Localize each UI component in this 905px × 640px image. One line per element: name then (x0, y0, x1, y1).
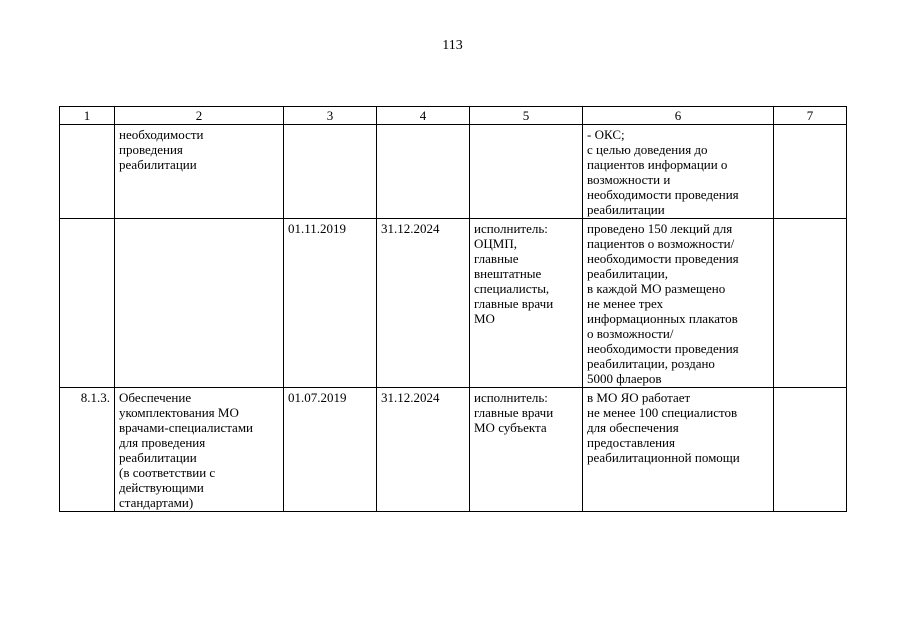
column-header: 6 (583, 107, 774, 125)
column-header: 7 (774, 107, 847, 125)
column-header: 1 (60, 107, 115, 125)
cell-executor: исполнитель: главные врачи МО субъекта (470, 388, 583, 512)
cell-start-date: 01.07.2019 (284, 388, 377, 512)
table-row (60, 125, 847, 219)
page-number: 113 (442, 38, 463, 53)
cell-result: - ОКС; с целью доведения до пациентов информации о возможности и необходимости проведения реабилитации (583, 125, 774, 219)
cell-activity: Обеспечение укомплектования МО врачами-специалистами для проведения реабилитации (в соответствии с действующими стандартами) (115, 388, 284, 512)
cell-number (60, 219, 115, 388)
column-header: 3 (284, 107, 377, 125)
cell-executor: исполнитель: ОЦМП, главные внештатные специалисты, главные врачи МО (470, 219, 583, 388)
cell-start-date (284, 125, 377, 219)
table-header-row (60, 107, 847, 125)
cell-end-date (377, 125, 470, 219)
column-header: 2 (115, 107, 284, 125)
cell-start-date: 01.11.2019 (284, 219, 377, 388)
table-row (60, 219, 847, 388)
plan-table (59, 106, 847, 512)
cell-end-date: 31.12.2024 (377, 219, 470, 388)
cell-result: проведено 150 лекций для пациентов о возможности/ необходимости проведения реабилитации, в каждой МО размещено не менее трех информационных плакатов о возможности/ необходимости проведения реабилитации, роздано 5000 флаеров (583, 219, 774, 388)
cell-number (60, 125, 115, 219)
cell-end-date: 31.12.2024 (377, 388, 470, 512)
cell-note (774, 388, 847, 512)
cell-result: в МО ЯО работает не менее 100 специалистов для обеспечения предоставления реабилитационной помощи (583, 388, 774, 512)
cell-note (774, 125, 847, 219)
table-row (60, 388, 847, 512)
cell-note (774, 219, 847, 388)
cell-number: 8.1.3. (60, 388, 115, 512)
cell-executor (470, 125, 583, 219)
column-header: 4 (377, 107, 470, 125)
cell-activity: необходимости проведения реабилитации (115, 125, 284, 219)
column-header: 5 (470, 107, 583, 125)
cell-activity (115, 219, 284, 388)
